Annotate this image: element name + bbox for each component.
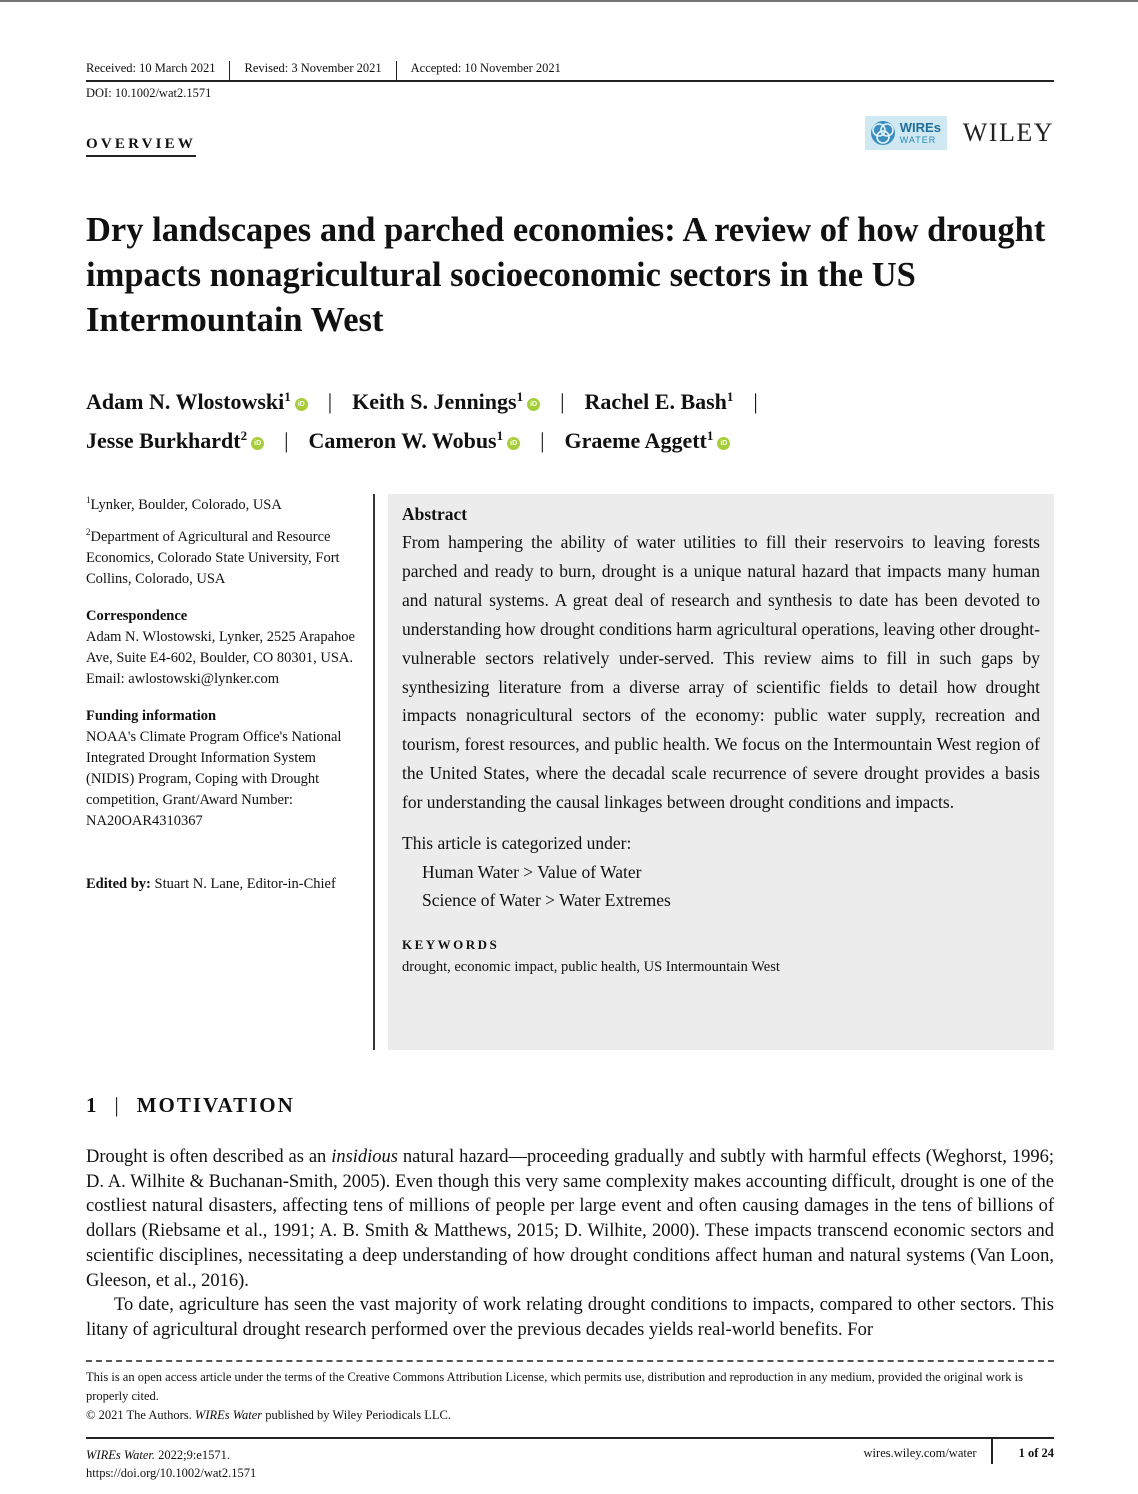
edited-by-label: Edited by: xyxy=(86,875,151,892)
category-item[interactable]: Science of Water > Water Extremes xyxy=(422,890,671,911)
funding-heading: Funding information xyxy=(86,707,217,724)
emphasis-text: insidious xyxy=(331,1147,399,1167)
keywords-heading: KEYWORDS xyxy=(402,936,500,952)
author-name[interactable]: Adam N. Wlostowski xyxy=(86,389,285,414)
orcid-icon[interactable]: iD xyxy=(507,437,520,450)
edited-by xyxy=(86,874,366,895)
section-number: 1 xyxy=(86,1093,97,1117)
revised-date: Revised: 3 November 2021 xyxy=(230,61,396,80)
author-line-2 xyxy=(86,419,1076,458)
keywords-list: drought, economic impact, public health, US Intermountain West xyxy=(402,958,780,975)
publisher-logos xyxy=(865,116,1054,150)
orcid-icon[interactable]: iD xyxy=(527,398,540,411)
affiliation-text: Lynker, Boulder, Colorado, USA xyxy=(90,496,282,513)
category-item[interactable]: Human Water > Value of Water xyxy=(422,861,642,882)
categorized-label: This article is categorized under: xyxy=(402,833,632,854)
affiliation-1 xyxy=(86,490,366,516)
affiliation-number: 1 xyxy=(86,495,91,505)
water-logo-text: WATER xyxy=(899,135,937,145)
author-separator: | xyxy=(284,428,289,453)
editor-name: Stuart N. Lane, Editor-in-Chief xyxy=(154,875,336,892)
affiliation-2 xyxy=(86,522,366,590)
body-text xyxy=(86,1145,1054,1343)
section-title: MOTIVATION xyxy=(136,1093,295,1117)
license-text: This is an open access article under the terms of the Creative Commons Attribution License, which permits use, distribution and reproduction in any medium, provided the original work is properly cited. xyxy=(86,1370,1023,1403)
categories-block xyxy=(402,829,1040,915)
top-border xyxy=(0,0,1138,2)
author-name[interactable]: Cameron W. Wobus xyxy=(308,428,497,453)
correspondence-heading: Correspondence xyxy=(86,607,188,624)
section-heading xyxy=(86,1093,295,1118)
author-separator: | xyxy=(540,428,545,453)
orcid-icon[interactable]: iD xyxy=(717,437,730,450)
sidebar-divider xyxy=(373,494,375,1050)
copyright-journal: WIREs Water xyxy=(194,1408,263,1422)
author-name[interactable]: Jesse Burkhardt xyxy=(86,428,241,453)
correspondence-address: Adam N. Wlostowski, Lynker, 2525 Arapahoe Ave, Suite E4-602, Boulder, CO 80301, USA. xyxy=(86,628,355,666)
author-affiliation: 1 xyxy=(516,389,524,404)
author-affiliation: 2 xyxy=(240,428,248,443)
author-affiliation: 1 xyxy=(726,389,734,404)
copyright-part: published by Wiley Periodicals LLC. xyxy=(262,1408,451,1422)
funding-text: NOAA's Climate Program Office's National Integrated Drought Information System (NIDIS) Program, Coping with Drought competition, Grant/Award Number: NA20OAR4310367 xyxy=(86,728,342,829)
author-name[interactable]: Keith S. Jennings xyxy=(352,389,517,414)
footer-journal: WIREs Water. xyxy=(86,1448,155,1462)
page-number: 1 of 24 xyxy=(1018,1446,1054,1460)
wiley-logo[interactable]: WILEY xyxy=(962,118,1054,147)
section-type-label: OVERVIEW xyxy=(86,136,196,157)
author-line-1 xyxy=(86,380,1076,419)
author-name[interactable]: Graeme Aggett xyxy=(564,428,707,453)
author-affiliation: 1 xyxy=(284,389,291,404)
accepted-date: Accepted: 10 November 2021 xyxy=(410,61,561,75)
orcid-icon[interactable]: iD xyxy=(251,437,264,450)
abstract-text: From hampering the ability of water utilities to fill their reservoirs to leaving forests parched and ready to burn, drought is a unique natural hazard that impacts many human and natural systems. A great deal of research and synthesis to date has been devoted to understanding how drought conditions harm agricultural operations, leaving other drought-vulnerable sectors relatively under-served. This review aims to fill in such gaps by synthesizing literature from a diverse array of scientific fields to detail how drought impacts nonagricultural sectors of the economy: public water supply, recreation and tourism, forest resources, and public health. We focus on the Intermountain West region of the United States, where the decadal scale recurrence of severe drought provides a basis for understanding the causal linkages between drought conditions and impacts. xyxy=(402,532,1040,813)
footer-doi-link[interactable]: https://doi.org/10.1002/wat2.1571 xyxy=(86,1466,257,1480)
article-title: Dry landscapes and parched economies: A review of how drought impacts nonagricultural socioeconomic sectors in the US Intermountain West xyxy=(86,211,1046,339)
author-separator: | xyxy=(327,389,333,414)
received-date: Received: 10 March 2021 xyxy=(86,61,230,80)
copyright-part: © 2021 The Authors. xyxy=(86,1408,195,1422)
footer-site-link[interactable]: wires.wiley.com/water xyxy=(864,1438,993,1464)
article-dates xyxy=(86,58,1054,82)
section-separator: | xyxy=(114,1093,119,1117)
footer-volume: 2022;9:e1571. xyxy=(154,1448,230,1462)
paragraph: To date, agriculture has seen the vast majority of work relating drought conditions to impacts, compared to other sectors. This litany of agricultural drought research performed over the previous decades yields real-world benefits. For xyxy=(86,1295,1054,1340)
citation-line xyxy=(86,1446,256,1464)
paragraph-text: Drought is often described as an xyxy=(86,1147,332,1167)
correspondence-email[interactable]: Email: awlostowski@lynker.com xyxy=(86,670,279,687)
affiliation-text: Department of Agricultural and Resource Economics, Colorado State University, Fort Collins, Colorado, USA xyxy=(86,528,340,587)
author-affiliation: 1 xyxy=(496,428,504,443)
author-separator: | xyxy=(753,389,758,414)
abstract-heading: Abstract xyxy=(402,504,468,524)
author-name[interactable]: Rachel E. Bash xyxy=(584,389,727,414)
affiliation-number: 2 xyxy=(86,526,91,537)
author-list xyxy=(86,380,1076,458)
license-divider xyxy=(86,1360,1054,1362)
author-affiliation: 1 xyxy=(706,428,714,443)
orcid-icon[interactable]: iD xyxy=(295,398,308,411)
license-block xyxy=(86,1368,1054,1425)
paragraph xyxy=(86,1145,1054,1293)
footer-citation xyxy=(86,1446,256,1482)
abstract-box xyxy=(388,494,1054,1050)
doi: DOI: 10.1002/wat2.1571 xyxy=(86,86,212,100)
wires-logo-text: WIREs xyxy=(899,120,941,135)
wires-globe-icon xyxy=(869,119,897,147)
article-sidebar xyxy=(86,490,366,901)
footer-right xyxy=(864,1438,1054,1464)
wires-water-logo[interactable] xyxy=(865,116,947,150)
copyright-text xyxy=(86,1406,1054,1425)
author-separator: | xyxy=(560,389,565,414)
paragraph-text: natural hazard—proceeding gradually and subtly with harmful effects (Weghorst, 1996; D. A. Wilhite & Buchanan-Smith, 2005). Even though this very same complexity makes accounting difficult, drought is one of the costliest natural disasters, affecting tens of millions of people per large event and often causing damages in the tens of billions of dollars (Riebsame et al., 1991; A. B. Smith & Matthews, 2015; D. Wilhite, 2000). These impacts transcend economic sectors and scientific disciplines, necessitating a deep understanding of how drought conditions affect human and natural systems (Van Loon, Gleeson, et al., 2016). xyxy=(86,1147,1054,1291)
